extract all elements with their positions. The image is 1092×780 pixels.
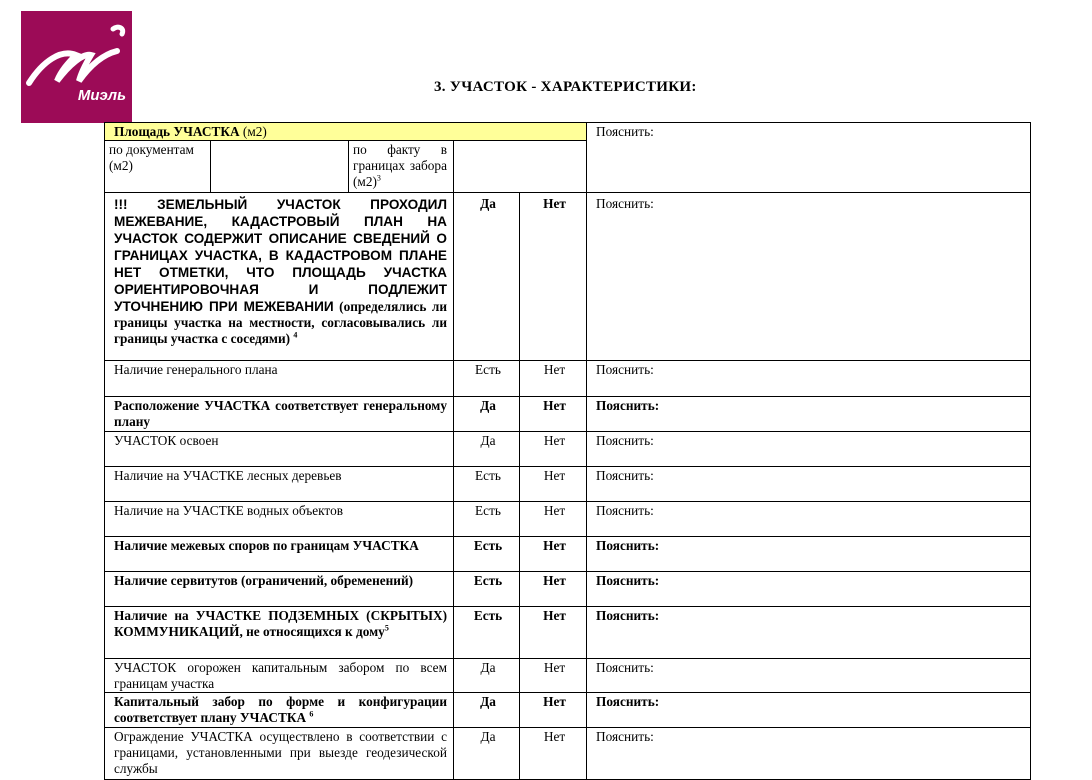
row-no-cell[interactable]	[520, 607, 587, 659]
row-label-cell	[105, 607, 454, 659]
survey-question-paren: (определялись ли границы участка на местности, согласовывались ли границы участка с соседями)	[114, 299, 447, 346]
row-label-cell	[105, 397, 454, 432]
area-by-fact-value[interactable]	[454, 141, 587, 193]
row-label: Ограждение УЧАСТКА осуществлено в соответствии с границами, установленными при выезде геодезической службы	[114, 729, 447, 776]
row-no-label: Нет	[543, 694, 566, 709]
row-no-label: Нет	[543, 729, 566, 744]
row-label: Наличие генерального плана	[114, 362, 278, 377]
row-yes-label: Да	[480, 660, 496, 675]
row-yes-cell[interactable]	[454, 397, 520, 432]
section-title: 3. УЧАСТОК - ХАРАКТЕРИСТИКИ:	[434, 79, 697, 95]
row-label-cell	[105, 467, 454, 502]
row-no-label: Нет	[543, 660, 566, 675]
row-label-cell	[105, 728, 454, 780]
row-no-label: Нет	[543, 398, 566, 413]
row-label: Наличие сервитутов (ограничений, обременений)	[114, 573, 414, 588]
row-yes-label: Есть	[475, 503, 501, 518]
row-no-label: Нет	[543, 573, 566, 588]
row-no-label: Нет	[543, 362, 566, 377]
survey-question-cell	[105, 193, 454, 361]
row-label: УЧАСТОК огорожен капитальным забором по всем границам участка	[114, 660, 447, 691]
row-no-label: Нет	[543, 503, 566, 518]
row-yes-label: Есть	[475, 362, 501, 377]
area-header-row	[105, 123, 1031, 141]
row-no-cell[interactable]	[520, 467, 587, 502]
row-explain-label: Пояснить:	[596, 729, 654, 744]
area-header-cell	[105, 123, 587, 141]
row-label: Наличие на УЧАСТКЕ водных объектов	[114, 503, 343, 518]
table-row	[105, 572, 1031, 607]
area-by-docs-label: по документам (м2)	[109, 142, 194, 173]
row-yes-cell[interactable]	[454, 432, 520, 467]
row-no-cell[interactable]	[520, 693, 587, 728]
row-explain-cell[interactable]	[587, 693, 1031, 728]
row-no-label: Нет	[543, 608, 566, 623]
row-no-cell[interactable]	[520, 728, 587, 780]
row-no-label: Нет	[543, 538, 566, 553]
survey-no-label: Нет	[543, 196, 566, 211]
survey-explain-cell[interactable]	[587, 193, 1031, 361]
row-explain-cell[interactable]	[587, 659, 1031, 693]
row-explain-label: Пояснить:	[596, 433, 654, 448]
table-row	[105, 467, 1031, 502]
row-yes-cell[interactable]	[454, 659, 520, 693]
row-label: Расположение УЧАСТКА соответствует генеральному плану	[114, 398, 447, 429]
row-explain-label: Пояснить:	[596, 573, 660, 588]
area-by-docs-value[interactable]	[211, 141, 349, 193]
row-yes-label: Есть	[473, 538, 503, 553]
table-row	[105, 361, 1031, 397]
row-yes-label: Да	[480, 694, 496, 709]
survey-yes-label: Да	[480, 196, 496, 211]
row-yes-label: Есть	[475, 468, 501, 483]
row-label: Наличие межевых споров по границам УЧАСТКА	[114, 538, 419, 553]
row-explain-cell[interactable]	[587, 361, 1031, 397]
row-yes-cell[interactable]	[454, 607, 520, 659]
row-label-cell	[105, 361, 454, 397]
row-yes-cell[interactable]	[454, 502, 520, 537]
area-by-docs-cell	[105, 141, 211, 193]
survey-question-caps: !!! ЗЕМЕЛЬНЫЙ УЧАСТОК ПРОХОДИЛ МЕЖЕВАНИЕ, КАДАСТРОВЫЙ ПЛАН НА УЧАСТОК СОДЕРЖИТ ОПИСАНИЕ СВЕДЕНИЙ О ГРАНИЦАХ УЧАСТКА, В КАДАСТРОВОМ ПЛАНЕ НЕТ ОТМЕТКИ, ЧТО ПЛОЩАДЬ УЧАСТКА ОРИЕНТИРОВОЧНАЯ И ПОДЛЕЖИТ УТОЧНЕНИЮ ПРИ МЕЖЕВАНИИ	[114, 197, 447, 314]
row-explain-cell[interactable]	[587, 432, 1031, 467]
row-explain-cell[interactable]	[587, 572, 1031, 607]
row-explain-label: Пояснить:	[596, 694, 660, 709]
row-label-cell	[105, 502, 454, 537]
row-yes-cell[interactable]	[454, 693, 520, 728]
row-yes-cell[interactable]	[454, 361, 520, 397]
footnote-5: 5	[384, 623, 389, 633]
row-yes-label: Да	[480, 729, 496, 744]
row-yes-label: Есть	[473, 608, 503, 623]
area-by-fact-label: по факту в границах забора (м2)	[353, 142, 447, 189]
row-label-cell	[105, 693, 454, 728]
row-label-cell	[105, 537, 454, 572]
row-label: Наличие на УЧАСТКЕ лесных деревьев	[114, 468, 342, 483]
row-no-cell[interactable]	[520, 572, 587, 607]
area-explain-cell[interactable]	[587, 123, 1031, 193]
table-row	[105, 502, 1031, 537]
table-row	[105, 537, 1031, 572]
row-no-cell[interactable]	[520, 397, 587, 432]
row-explain-label: Пояснить:	[596, 503, 654, 518]
table-row	[105, 397, 1031, 432]
row-label-cell	[105, 659, 454, 693]
row-label-cell	[105, 572, 454, 607]
row-yes-cell[interactable]	[454, 728, 520, 780]
row-explain-label: Пояснить:	[596, 398, 660, 413]
logo-text: Миэль	[77, 87, 126, 104]
row-explain-label: Пояснить:	[596, 362, 654, 377]
row-label-cell	[105, 432, 454, 467]
footnote-6: 6	[309, 709, 314, 719]
table-row	[105, 607, 1031, 659]
plot-characteristics-table	[104, 122, 1031, 780]
table-row	[105, 659, 1031, 693]
row-no-cell[interactable]	[520, 361, 587, 397]
row-explain-cell[interactable]	[587, 502, 1031, 537]
table-row	[105, 432, 1031, 467]
row-label: Капитальный забор по форме и конфигурации соответствует плану УЧАСТКА	[114, 694, 447, 725]
row-no-cell[interactable]	[520, 659, 587, 693]
row-label: УЧАСТОК освоен	[114, 433, 219, 448]
row-explain-cell[interactable]	[587, 607, 1031, 659]
table-row	[105, 693, 1031, 728]
row-no-label: Нет	[543, 433, 566, 448]
row-explain-cell[interactable]	[587, 537, 1031, 572]
row-yes-label: Да	[480, 398, 496, 413]
row-yes-cell[interactable]	[454, 537, 520, 572]
row-explain-label: Пояснить:	[596, 660, 654, 675]
area-header-unit: (м2)	[239, 124, 267, 139]
area-explain-label: Пояснить:	[596, 124, 654, 139]
survey-row	[105, 193, 1031, 361]
row-yes-label: Есть	[473, 573, 503, 588]
row-no-cell[interactable]	[520, 432, 587, 467]
row-no-label: Нет	[543, 468, 566, 483]
survey-explain-label: Пояснить:	[596, 196, 654, 211]
row-yes-label: Да	[480, 433, 496, 448]
row-no-cell[interactable]	[520, 502, 587, 537]
survey-yes-cell[interactable]	[454, 193, 520, 361]
area-header-label: Площадь УЧАСТКА	[114, 124, 240, 139]
row-no-cell[interactable]	[520, 537, 587, 572]
footnote-3: 3	[376, 173, 381, 183]
row-yes-cell[interactable]	[454, 572, 520, 607]
row-explain-cell[interactable]	[587, 467, 1031, 502]
row-label: Наличие на УЧАСТКЕ ПОДЗЕМНЫХ (СКРЫТЫХ) КОММУНИКАЦИЙ, не относящихся к дому	[114, 608, 447, 639]
row-explain-label: Пояснить:	[596, 468, 654, 483]
miel-logo	[21, 11, 132, 123]
survey-no-cell[interactable]	[520, 193, 587, 361]
table-row	[105, 728, 1031, 780]
row-explain-label: Пояснить:	[596, 538, 660, 553]
row-explain-cell[interactable]	[587, 397, 1031, 432]
row-yes-cell[interactable]	[454, 467, 520, 502]
area-by-fact-cell	[349, 141, 454, 193]
footnote-4: 4	[293, 330, 298, 340]
row-explain-cell[interactable]	[587, 728, 1031, 780]
row-explain-label: Пояснить:	[596, 608, 660, 623]
